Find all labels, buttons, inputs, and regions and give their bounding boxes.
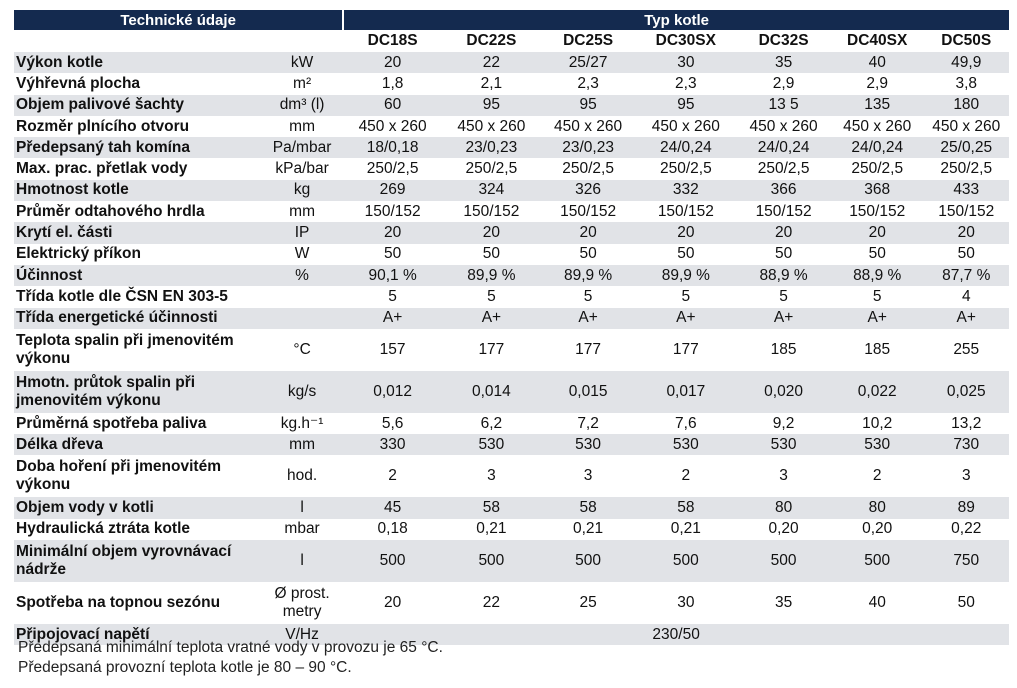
table-row [14,244,1009,265]
cell-value: 88,9 % [831,265,924,286]
cell-value: 150/152 [541,201,636,222]
cell-value: 177 [442,329,541,371]
cell-value: 20 [343,582,442,624]
table-row [14,540,1009,582]
cell-value: 177 [635,329,736,371]
cell-value: 50 [442,244,541,265]
table-row [14,137,1009,158]
cell-value: A+ [635,308,736,329]
cell-value: 18/0,18 [343,137,442,158]
row-unit: kg.h⁻¹ [261,413,343,434]
cell-value: 0,015 [541,371,636,413]
row-label: Účinnost [14,265,261,286]
row-unit: hod. [261,455,343,497]
cell-value: 35 [736,52,831,73]
cell-value: 5 [635,286,736,307]
row-unit [261,286,343,307]
table-row [14,329,1009,371]
cell-value: 530 [831,434,924,455]
row-unit: mm [261,434,343,455]
row-unit: l [261,497,343,518]
cell-value: 0,014 [442,371,541,413]
cell-value: 180 [924,95,1010,116]
cell-value: 60 [343,95,442,116]
cell-value: 3 [924,455,1010,497]
cell-value: 2,9 [736,73,831,94]
cell-value: 157 [343,329,442,371]
note-line: Předepsaná minimální teplota vratné vody v provozu je 65 °C. [18,639,443,656]
table-row [14,52,1009,73]
table-row [14,455,1009,497]
cell-value: 20 [635,222,736,243]
cell-value: 58 [541,497,636,518]
cell-value: 530 [541,434,636,455]
cell-value: 50 [343,244,442,265]
cell-value: 0,017 [635,371,736,413]
row-label: Výkon kotle [14,52,261,73]
cell-value: 20 [343,52,442,73]
cell-value: 7,6 [635,413,736,434]
cell-value: 50 [924,244,1010,265]
cell-value: 13 5 [736,95,831,116]
cell-value: 20 [736,222,831,243]
cell-value: 150/152 [924,201,1010,222]
row-label: Minimální objem vyrovnávací nádrže [14,540,261,582]
table-row [14,519,1009,540]
cell-value: 23/0,23 [541,137,636,158]
cell-value: 3 [736,455,831,497]
table-row [14,371,1009,413]
model-name: DC18S [367,32,418,49]
cell-value: 30 [635,52,736,73]
cell-value: 24/0,24 [635,137,736,158]
cell-value: 150/152 [831,201,924,222]
table-row [14,201,1009,222]
table-row [14,265,1009,286]
cell-value: 40 [831,582,924,624]
cell-value: 366 [736,180,831,201]
row-label: Průměrná spotřeba paliva [14,413,261,434]
row-label: Krytí el. části [14,222,261,243]
cell-value: 90,1 % [343,265,442,286]
cell-value: 500 [343,540,442,582]
cell-value: 23/0,23 [442,137,541,158]
cell-value: 22 [442,582,541,624]
row-label: Třída kotle dle ČSN EN 303-5 [14,286,261,307]
cell-value: 95 [541,95,636,116]
row-label: Předepsaný tah komína [14,137,261,158]
cell-value: 5 [736,286,831,307]
cell-value: 13,2 [924,413,1010,434]
table-row [14,116,1009,137]
cell-value: 5 [831,286,924,307]
cell-value: 450 x 260 [343,116,442,137]
model-name: DC40SX [847,32,908,49]
row-unit: kg/s [261,371,343,413]
row-label: Délka dřeva [14,434,261,455]
cell-value: 9,2 [736,413,831,434]
cell-value: 87,7 % [924,265,1010,286]
note-line: Předepsaná provozní teplota kotle je 80 – 90 °C. [18,659,352,676]
row-unit: l [261,540,343,582]
cell-value: 500 [442,540,541,582]
cell-value: 3,8 [924,73,1010,94]
cell-value: 50 [736,244,831,265]
cell-value: 500 [736,540,831,582]
cell-value: 2 [343,455,442,497]
cell-value: 2 [635,455,736,497]
cell-value: 0,020 [736,371,831,413]
row-unit: kW [261,52,343,73]
cell-value: 22 [442,52,541,73]
cell-value: 135 [831,95,924,116]
cell-value: 185 [736,329,831,371]
cell-value: 35 [736,582,831,624]
cell-value: 150/152 [442,201,541,222]
row-label: Výhřevná plocha [14,73,261,94]
row-unit: dm³ (l) [261,95,343,116]
cell-value: 332 [635,180,736,201]
cell-value: 450 x 260 [442,116,541,137]
row-label: Spotřeba na topnou sezónu [14,582,261,624]
row-label: Objem palivové šachty [14,95,261,116]
cell-value: 10,2 [831,413,924,434]
cell-value: 450 x 260 [541,116,636,137]
cell-value: 0,025 [924,371,1010,413]
cell-value: 80 [831,497,924,518]
cell-value: A+ [343,308,442,329]
cell-value: 330 [343,434,442,455]
row-label: Připojovací napětí [14,624,261,645]
cell-value: 5 [541,286,636,307]
cell-value: 500 [541,540,636,582]
row-unit: W [261,244,343,265]
technical-data-table [14,10,1009,645]
cell-value: 250/2,5 [343,158,442,179]
cell-value: 0,22 [924,519,1010,540]
table-row [14,413,1009,434]
cell-value: 250/2,5 [635,158,736,179]
cell-value: 326 [541,180,636,201]
row-unit: Pa/mbar [261,137,343,158]
cell-value: 89,9 % [442,265,541,286]
cell-value: 450 x 260 [924,116,1010,137]
cell-value: 150/152 [343,201,442,222]
header-technical-data: Technické údaje [14,10,343,30]
cell-value: 6,2 [442,413,541,434]
cell-value: 20 [831,222,924,243]
cell-value: 150/152 [736,201,831,222]
table-row [14,180,1009,201]
cell-value: A+ [831,308,924,329]
cell-value: 730 [924,434,1010,455]
cell-value: 269 [343,180,442,201]
cell-value: 0,21 [541,519,636,540]
cell-value: 5 [343,286,442,307]
cell-value: 2 [831,455,924,497]
model-name: DC25S [563,32,614,49]
row-unit: mbar [261,519,343,540]
cell-value: 530 [736,434,831,455]
row-unit: kg [261,180,343,201]
row-unit: kPa/bar [261,158,343,179]
table-row [14,434,1009,455]
table-row [14,222,1009,243]
cell-value: 50 [635,244,736,265]
cell-value: 58 [442,497,541,518]
notes [18,638,443,678]
cell-value: 89 [924,497,1010,518]
cell-value: A+ [736,308,831,329]
cell-value: 7,2 [541,413,636,434]
cell-value: 20 [541,222,636,243]
cell-value: 450 x 260 [736,116,831,137]
cell-value: 4 [924,286,1010,307]
cell-value: 0,012 [343,371,442,413]
row-label: Elektrický příkon [14,244,261,265]
row-label: Teplota spalin při jmenovitém výkonu [14,329,261,371]
table-row [14,158,1009,179]
row-unit: Ø prost. metry [261,582,343,624]
cell-value: 50 [831,244,924,265]
cell-value: 5,6 [343,413,442,434]
cell-value: 0,20 [736,519,831,540]
cell-value: 0,21 [442,519,541,540]
row-unit: % [261,265,343,286]
table-row [14,73,1009,94]
table-row [14,95,1009,116]
cell-value: 25 [541,582,636,624]
cell-value: 250/2,5 [442,158,541,179]
cell-value: 2,1 [442,73,541,94]
row-unit: IP [261,222,343,243]
table-row [14,286,1009,307]
row-label: Hmotnost kotle [14,180,261,201]
cell-value: A+ [924,308,1010,329]
cell-value: 150/152 [635,201,736,222]
row-label: Průměr odtahového hrdla [14,201,261,222]
cell-value: 80 [736,497,831,518]
cell-value: 368 [831,180,924,201]
cell-value: 324 [442,180,541,201]
row-label: Hmotn. průtok spalin při jmenovitém výkonu [14,371,261,413]
cell-value: 250/2,5 [924,158,1010,179]
cell-value: 750 [924,540,1010,582]
table-row [14,582,1009,624]
row-label: Max. prac. přetlak vody [14,158,261,179]
row-unit: °C [261,329,343,371]
cell-value: 530 [635,434,736,455]
row-unit: mm [261,116,343,137]
table-row [14,308,1009,329]
cell-value: 0,022 [831,371,924,413]
cell-value: 177 [541,329,636,371]
model-name: DC32S [758,32,809,49]
row-label: Doba hoření při jmenovitém výkonu [14,455,261,497]
cell-value: 89,9 % [541,265,636,286]
cell-value: 50 [924,582,1010,624]
cell-value: 433 [924,180,1010,201]
cell-value: 255 [924,329,1010,371]
cell-value: 20 [924,222,1010,243]
cell-value: 88,9 % [736,265,831,286]
cell-value: 500 [831,540,924,582]
cell-value: 49,9 [924,52,1010,73]
cell-value: 20 [442,222,541,243]
cell-value: 58 [635,497,736,518]
row-unit: mm [261,201,343,222]
cell-value: 0,21 [635,519,736,540]
cell-value: 185 [831,329,924,371]
cell-value: 250/2,5 [831,158,924,179]
cell-value: 24/0,24 [736,137,831,158]
model-name: DC30SX [655,32,716,49]
cell-value: 20 [343,222,442,243]
cell-value: 0,18 [343,519,442,540]
row-label: Objem vody v kotli [14,497,261,518]
cell-value: 30 [635,582,736,624]
cell-value: 45 [343,497,442,518]
cell-value: 5 [442,286,541,307]
cell-value: 450 x 260 [831,116,924,137]
cell-value: 50 [541,244,636,265]
row-unit [261,308,343,329]
voltage-value: 230/50 [343,624,1009,645]
row-unit: V/Hz [261,624,343,645]
table-body [14,52,1009,645]
table-row [14,497,1009,518]
row-unit: m² [261,73,343,94]
cell-value: 95 [635,95,736,116]
cell-value: 25/27 [541,52,636,73]
model-name: DC50S [941,32,992,49]
cell-value: 250/2,5 [541,158,636,179]
cell-value: 3 [541,455,636,497]
model-name: DC22S [466,32,517,49]
cell-value: 0,20 [831,519,924,540]
cell-value: 95 [442,95,541,116]
cell-value: 500 [635,540,736,582]
cell-value: 89,9 % [635,265,736,286]
cell-value: 40 [831,52,924,73]
row-label: Rozměr plnícího otvoru [14,116,261,137]
header-boiler-type: Typ kotle [343,10,1009,30]
cell-value: 24/0,24 [831,137,924,158]
cell-value: A+ [541,308,636,329]
cell-value: 1,8 [343,73,442,94]
cell-value: A+ [442,308,541,329]
cell-value: 250/2,5 [736,158,831,179]
cell-value: 530 [442,434,541,455]
row-label: Třída energetické účinnosti [14,308,261,329]
cell-value: 25/0,25 [924,137,1010,158]
cell-value: 2,9 [831,73,924,94]
row-label: Hydraulická ztráta kotle [14,519,261,540]
cell-value: 2,3 [635,73,736,94]
cell-value: 450 x 260 [635,116,736,137]
model-header-row [14,30,1009,52]
cell-value: 2,3 [541,73,636,94]
cell-value: 3 [442,455,541,497]
